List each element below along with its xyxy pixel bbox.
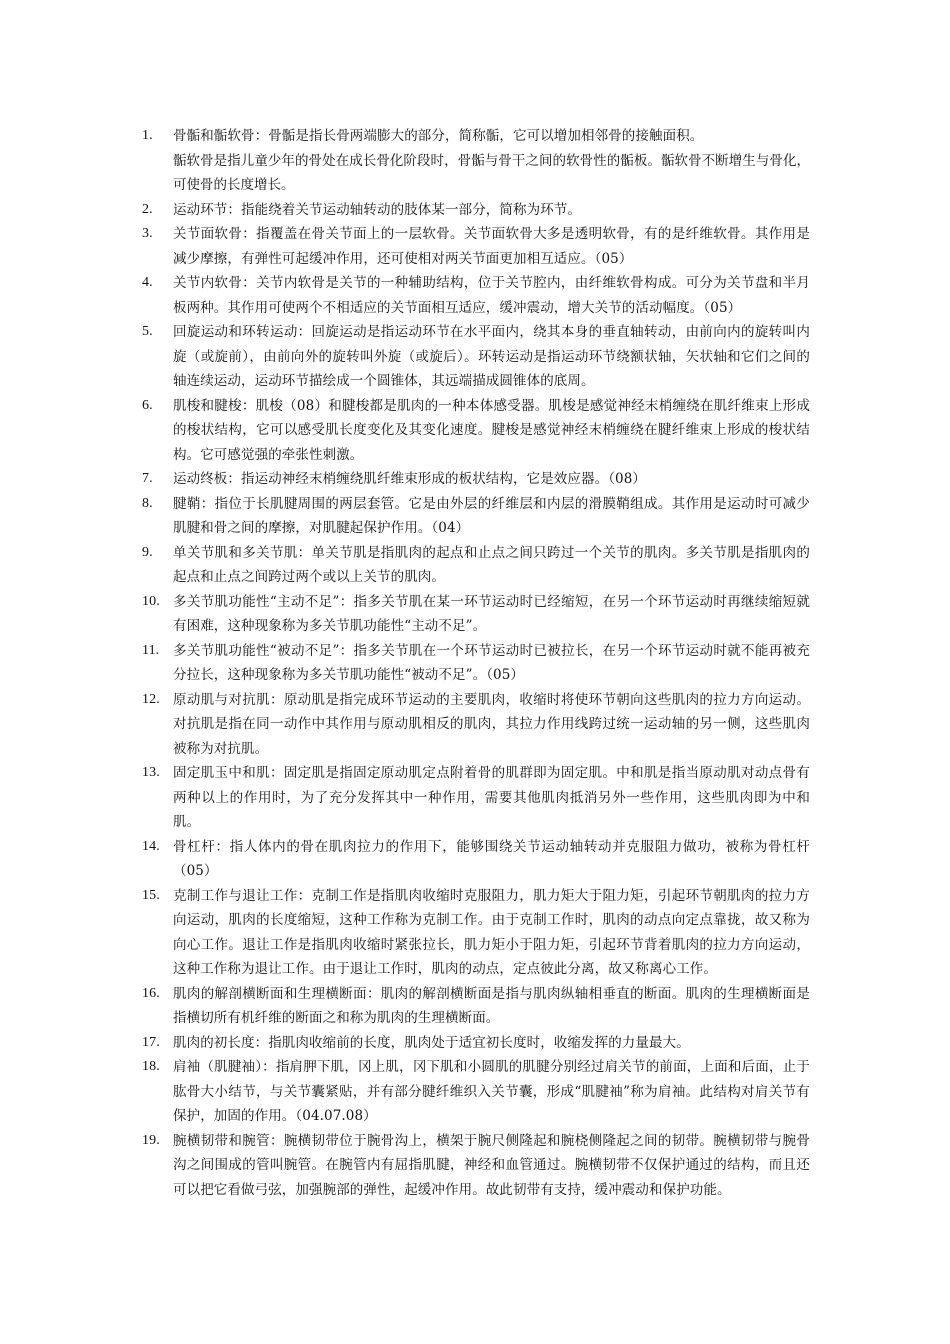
item-text: 回旋运动和环转运动：回旋运动是指运动环节在水平面内，绕其本身的垂直轴转动，由前向内的旋转叫内旋（或旋前），由前向外的旋转叫外旋（或旋后）。环转运动是指运动环节绕额状轴，矢状轴和它们之间的轴连续运动，运动环节描绘成一个圆锥体，其远端描成圆锥体的底周。 bbox=[173, 324, 810, 389]
item-number: 5. bbox=[142, 324, 153, 339]
list-item bbox=[142, 1031, 810, 1056]
item-text: 肩袖（肌腱袖）：指肩胛下肌，冈上肌，冈下肌和小圆肌的肌腱分别经过肩关节的前面，上面和后面，止于肱骨大小结节，与关节囊紧贴，并有部分腱纤维织入关节囊，形成“肌腱袖”称为肩袖。此结构对肩关节有保护，加固的作用。（04.07.08） bbox=[173, 1059, 810, 1124]
item-text: 单关节肌和多关节肌：单关节肌是指肌肉的起点和止点之间只跨过一个关节的肌肉。多关节肌是指肌肉的起点和止点之间跨过两个或以上关节的肌肉。 bbox=[173, 544, 810, 585]
item-text: 骨杠杆：指人体内的骨在肌肉拉力的作用下，能够围绕关节运动轴转动并克服阻力做功，被称为骨杠杆（05） bbox=[173, 838, 810, 879]
list-item bbox=[142, 1055, 810, 1129]
document-body bbox=[142, 124, 810, 1202]
item-number: 11. bbox=[142, 642, 160, 658]
item-text: 固定肌玉中和肌：固定肌是指固定原动肌定点附着骨的肌群即为固定肌。中和肌是指当原动肌对动点骨有两种以上的作用时，为了充分发挥其中一种作用，需要其他肌肉抵消另外一些作用，这些肌肉即为中和肌。 bbox=[173, 765, 810, 830]
list-item bbox=[142, 982, 810, 1031]
item-text: 原动肌与对抗肌：原动肌是指完成环节运动的主要肌肉，收缩时将使环节朝向这些肌肉的拉力方向运动。对抗肌是指在同一动作中其作用与原动肌相反的肌肉，其拉力作用线跨过统一运动轴的另一侧，这些肌肉被称为对抗肌。 bbox=[173, 691, 810, 757]
item-number: 10. bbox=[142, 593, 160, 609]
item-text: 腕横韧带和腕管：腕横韧带位于腕骨沟上，横架于腕尺侧隆起和腕桡侧隆起之间的韧带。腕横韧带与腕骨沟之间围成的管叫腕管。在腕管内有屈指肌腱，神经和血管通过。腕横韧带不仅保护通过的结构，而且还可以把它看做弓弦，加强腕部的弹性，起缓冲作用。故此韧带有支持，缓冲震动和保护功能。 bbox=[173, 1132, 810, 1198]
item-number: 19. bbox=[142, 1132, 160, 1148]
list-item bbox=[142, 688, 810, 762]
item-text: 多关节肌功能性“被动不足”：指多关节肌在一个环节运动时已被拉长，在另一个环节运动时就不能再被充分拉长，这种现象称为多关节肌功能性“被动不足”。（05） bbox=[173, 642, 810, 683]
item-text: 骨骺和骺软骨：骨骺是指长骨两端膨大的部分，简称骺，它可以增加相邻骨的接触面积。 bbox=[173, 128, 704, 144]
list-item bbox=[142, 124, 810, 149]
item-number: 9. bbox=[142, 544, 153, 560]
list-item bbox=[142, 222, 810, 271]
item-text: 克制工作与退让工作：克制工作是指肌肉收缩时克服阻力，肌力矩大于阻力矩，引起环节朝肌肉的拉力方向运动，肌肉的长度缩短，这种工作称为克制工作。由于克制工作时，肌肉的动点向定点靠拢，故又称为向心工作。退让工作是指肌肉收缩时紧张拉长，肌力矩小于阻力矩，引起环节背着肌肉的拉力方向运动，这种工作称为退让工作。由于退让工作时，肌肉的动点，定点彼此分离，故又称离心工作。 bbox=[173, 887, 810, 977]
item-text: 腱鞘：指位于长肌腱周围的两层套管。它是由外层的纤维层和内层的滑膜鞘组成。其作用是运动时可减少肌腱和骨之间的摩擦，对肌腱起保护作用。（04） bbox=[173, 495, 810, 536]
item-number: 12. bbox=[142, 691, 160, 707]
item-text: 肌肉的解剖横断面和生理横断面：肌肉的解剖横断面是指与肌肉纵轴相垂直的断面。肌肉的生理横断面是指横切所有机纤维的断面之和称为肌肉的生理横断面。 bbox=[173, 985, 810, 1026]
list-item bbox=[142, 884, 810, 982]
item-number: 16. bbox=[142, 985, 160, 1001]
item-number: 1. bbox=[142, 128, 153, 143]
item-number: 15. bbox=[142, 887, 160, 903]
list-item bbox=[142, 198, 810, 223]
item-number: 6. bbox=[142, 397, 153, 413]
item-text: 关节面软骨：指覆盖在骨关节面上的一层软骨。关节面软骨大多是透明软骨，有的是纤维软骨。其作用是减少摩擦，有弹性可起缓冲作用，还可使相对两关节面更加相互适应。（05） bbox=[173, 226, 810, 267]
list-item bbox=[142, 271, 810, 320]
item-number: 17. bbox=[142, 1034, 160, 1050]
list-item bbox=[142, 835, 810, 884]
item-text: 运动环节：指能绕着关节运动轴转动的肢体某一部分，简称为环节。 bbox=[173, 201, 581, 218]
item-continuation: 骺软骨是指儿童少年的骨处在成长骨化阶段时，骨骺与骨干之间的软骨性的骺板。骺软骨不断增生与骨化，可使骨的长度增长。 bbox=[173, 152, 810, 193]
item-number: 2. bbox=[142, 201, 153, 217]
item-number: 8. bbox=[142, 495, 153, 511]
list-item bbox=[142, 1129, 810, 1203]
list-item bbox=[142, 394, 810, 468]
list-item bbox=[142, 492, 810, 541]
item-text: 关节内软骨：关节内软骨是关节的一种辅助结构，位于关节腔内，由纤维软骨构成。可分为关节盘和半月板两种。其作用可使两个不相适应的关节面相互适应，缓冲震动，增大关节的活动幅度。（05） bbox=[173, 275, 810, 316]
item-number: 14. bbox=[142, 838, 160, 854]
item-text: 多关节肌功能性“主动不足”：指多关节肌在某一环节运动时已经缩短，在另一个环节运动时再继续缩短就有困难，这种现象称为多关节肌功能性“主动不足”。 bbox=[173, 593, 810, 634]
list-item bbox=[142, 320, 810, 394]
item-number: 18. bbox=[142, 1059, 160, 1074]
item-number: 13. bbox=[142, 765, 160, 780]
item-number: 3. bbox=[142, 226, 153, 241]
item-number: 4. bbox=[142, 275, 153, 290]
item-text: 运动终板：指运动神经末梢缠绕肌纤维束形成的板状结构，它是效应器。（08） bbox=[173, 471, 647, 487]
item-text: 肌梭和腱梭：肌梭（08）和腱梭都是肌肉的一种本体感受器。肌梭是感觉神经末梢缠绕在肌纤维束上形成的梭状结构，它可以感受肌长度变化及其变化速度。腱梭是感觉神经末梢缠绕在腱纤维束上形成的梭状结构。它可感觉强的牵张性刺激。 bbox=[173, 397, 810, 463]
item-number: 7. bbox=[142, 471, 153, 486]
list-item bbox=[142, 467, 810, 492]
list-item bbox=[142, 541, 810, 590]
list-item bbox=[142, 761, 810, 835]
list-item bbox=[142, 639, 810, 688]
item-text: 肌肉的初长度：指肌肉收缩前的长度，肌肉处于适宜初长度时，收缩发挥的力量最大。 bbox=[173, 1034, 690, 1051]
list-item bbox=[142, 590, 810, 639]
